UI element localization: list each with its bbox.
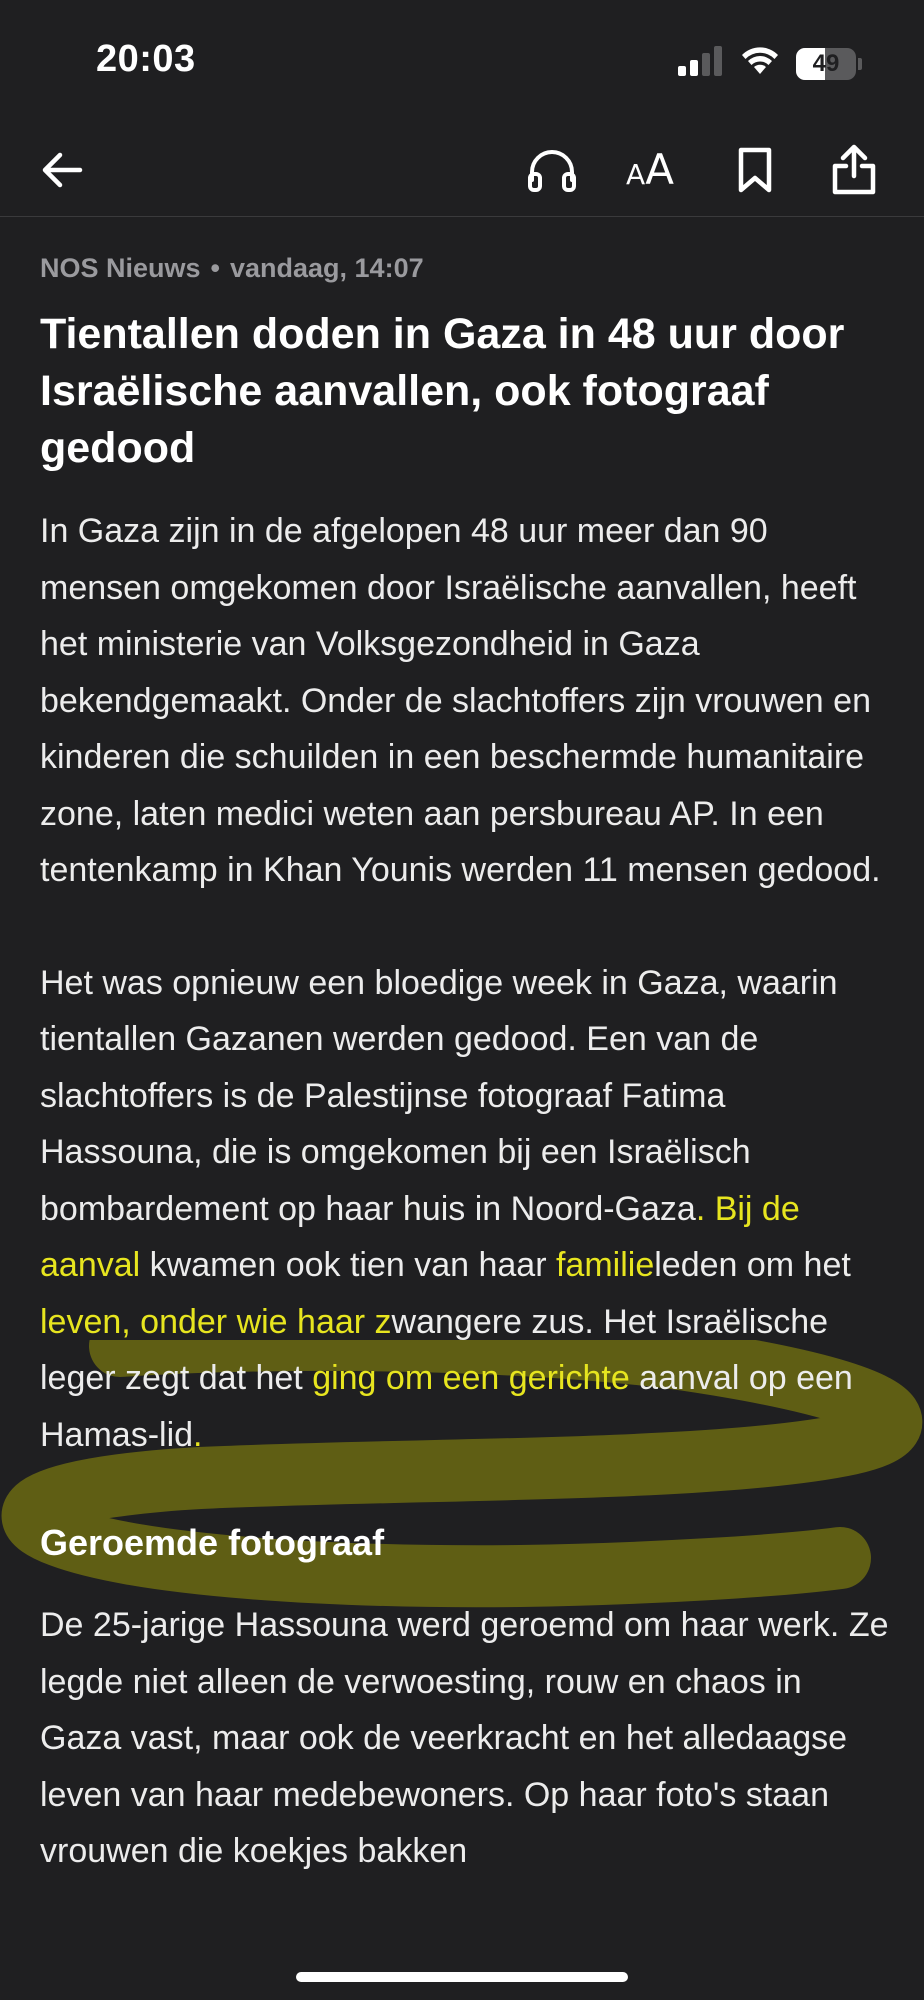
text-segment: leden om het (654, 1246, 851, 1284)
article-meta (40, 240, 890, 296)
text-segment: aanval op een Hamas-lid (40, 1359, 853, 1454)
status-icons (676, 44, 864, 83)
cellular-signal-icon (676, 44, 724, 83)
bookmark-icon (735, 145, 775, 195)
article-paragraph-2 (40, 955, 890, 1464)
text-size-icon: AA (626, 145, 674, 194)
article-subheading: Geroemde fotograaf (40, 1522, 385, 1563)
arrow-left-icon (38, 146, 86, 194)
text-segment: Het was opnieuw een bloedige week in Gaza, waarin tientallen Gazanen werden gedood. Een van de slachtoffers is de Palestijnse fotograaf Fatima Hassouna, die is omgekomen bij een Israëlisch bombardement op haar huis in Noord-Gaza (40, 963, 838, 1228)
highlighted-text: . (193, 1415, 203, 1454)
article-toolbar (0, 120, 924, 217)
highlighted-text: leven, onder wie haar z (40, 1302, 392, 1341)
meta-separator: • (210, 253, 220, 283)
back-button[interactable] (32, 140, 92, 200)
bookmark-button[interactable] (725, 140, 785, 200)
article-timestamp: vandaag, 14:07 (230, 253, 424, 283)
text-segment: kwamen ook tien van haar (149, 1246, 556, 1284)
article-paragraph-1: In Gaza zijn in de afgelopen 48 uur meer dan 90 mensen omgekomen door Israëlische aanvallen, heeft het ministerie van Volksgezondheid in Gaza bekendgemaakt. Onder de slachtoffers zijn vrouwen en kinderen die schuilden in een beschermde humanitaire zone, laten medici weten aan persbureau AP. In een tentenkamp in Khan Younis werden 11 mensen gedood. (40, 512, 881, 889)
wifi-icon (740, 44, 780, 83)
listen-button[interactable] (522, 140, 582, 200)
headphones-icon (526, 146, 578, 194)
highlighted-text: ging om een gerichte (312, 1359, 630, 1397)
text-segment: wangere zus. Het Israëlische leger zegt dat het (40, 1302, 829, 1397)
battery-percent: 49 (812, 49, 840, 77)
highlighted-text: familie (555, 1246, 655, 1284)
share-icon (829, 144, 879, 196)
home-indicator[interactable] (296, 1972, 628, 1982)
article (40, 240, 890, 1880)
highlighted-text: . Bij de aanval (40, 1189, 800, 1284)
status-bar (0, 0, 924, 120)
text-size-button[interactable] (620, 140, 680, 200)
article-source[interactable]: NOS Nieuws (40, 253, 201, 283)
status-time: 20:03 (96, 38, 196, 80)
article-paragraph-3: De 25-jarige Hassouna werd geroemd om haar werk. Ze legde niet alleen de verwoesting, rouw en chaos in Gaza vast, maar ook de veerkracht en het alledaagse leven van haar medebewoners. Op haar foto's staan vrouwen die koekjes bakken (40, 1606, 889, 1870)
battery-icon (796, 47, 864, 81)
share-button[interactable] (824, 140, 884, 200)
article-headline: Tientallen doden in Gaza in 48 uur door Israëlische aanvallen, ook fotograaf gedood (40, 310, 845, 472)
